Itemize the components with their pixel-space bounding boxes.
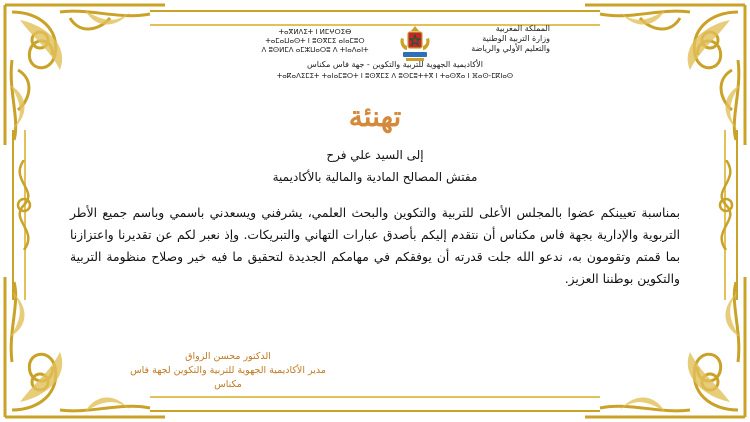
header-arabic-line: المملكة المغربية bbox=[495, 24, 550, 33]
moroccan-coat-of-arms-icon bbox=[397, 24, 433, 64]
signatory-title: مدير الأكاديمية الجهوية للتربية والتكوين لجهة فاس مكناس bbox=[130, 365, 326, 390]
header-tifinagh-line: ⵜⴰⵎⴰⵡⴰⵙⵜ ⵏ ⵓⵙⴳⵎⵉ ⴰⵏⴰⵎⵓⵔ bbox=[265, 37, 365, 45]
congratulation-title: تهنئة bbox=[348, 100, 402, 133]
frame-bottom-border bbox=[150, 396, 600, 412]
congratulation-body: بمناسبة تعيينكم عضوا بالمجلس الأعلى للتربية والتكوين والبحث العلمي، يشرفني ويسعدني باسمي وباسم جميع الأطر التربوية والإدارية بجهة فاس مكناس أن نتقدم إليكم بأصدق عبارات التهاني والتبريكات. وإذ نعبر لكم عن تقديرنا واعتزازنا بما قمتم وتقومون به، ندعو الله جلت قدرته أن يوفقكم في مهامكم الجديدة لتحقيق ما فيه خير وصلاح منظومة التربية والتكوين بوطننا العزيز. bbox=[70, 206, 680, 286]
header-arabic-line: والتعليم الأولي والرياضة bbox=[471, 44, 550, 53]
header-tifinagh-line: ⴷ ⵓⵙⵍⵎⴷ ⴰⵎⵣⵡⴰⵔⵓ ⴷ ⵜⵏⴰⴷⴰⵏⵜ bbox=[261, 46, 369, 54]
recipient-name: إلى السيد علي فرح bbox=[326, 148, 424, 162]
corner-ornament-bottom-left bbox=[0, 272, 170, 422]
recipient-role: مفتش المصالح المادية والمالية بالأكاديمية bbox=[272, 170, 478, 184]
header-tifinagh-line: ⵜⴰⴳⵍⴷⵉⵜ ⵏ ⵍⵎⵖⵔⵉⴱ bbox=[278, 28, 352, 36]
academy-name-arabic: الأكاديمية الجهوية للتربية والتكوين - جهة فاس مكناس bbox=[307, 60, 483, 69]
header-tifinagh-block bbox=[240, 28, 390, 55]
signature-block bbox=[118, 350, 338, 392]
header-arabic-block bbox=[440, 24, 550, 54]
corner-ornament-bottom-right bbox=[580, 272, 750, 422]
signatory-name: الدكتور محسن الزواق bbox=[185, 351, 271, 362]
academy-name-tifinagh: ⵜⴰⴽⴰⴷⵉⵎⵉⵜ ⵜⴰⵏⴰⵎⵓⵔⵜ ⵏ ⵓⵙⴳⵎⵉ ⴷ ⵓⵙⵎⵓⵜⵜⴳ ⵏ ⵜⴰⵙⴳⴰ ⵏ ⴼⴰⵙ-ⵎⴽⵏⴰⵙ bbox=[276, 72, 514, 80]
header-arabic-line: وزارة التربية الوطنية bbox=[482, 34, 550, 43]
